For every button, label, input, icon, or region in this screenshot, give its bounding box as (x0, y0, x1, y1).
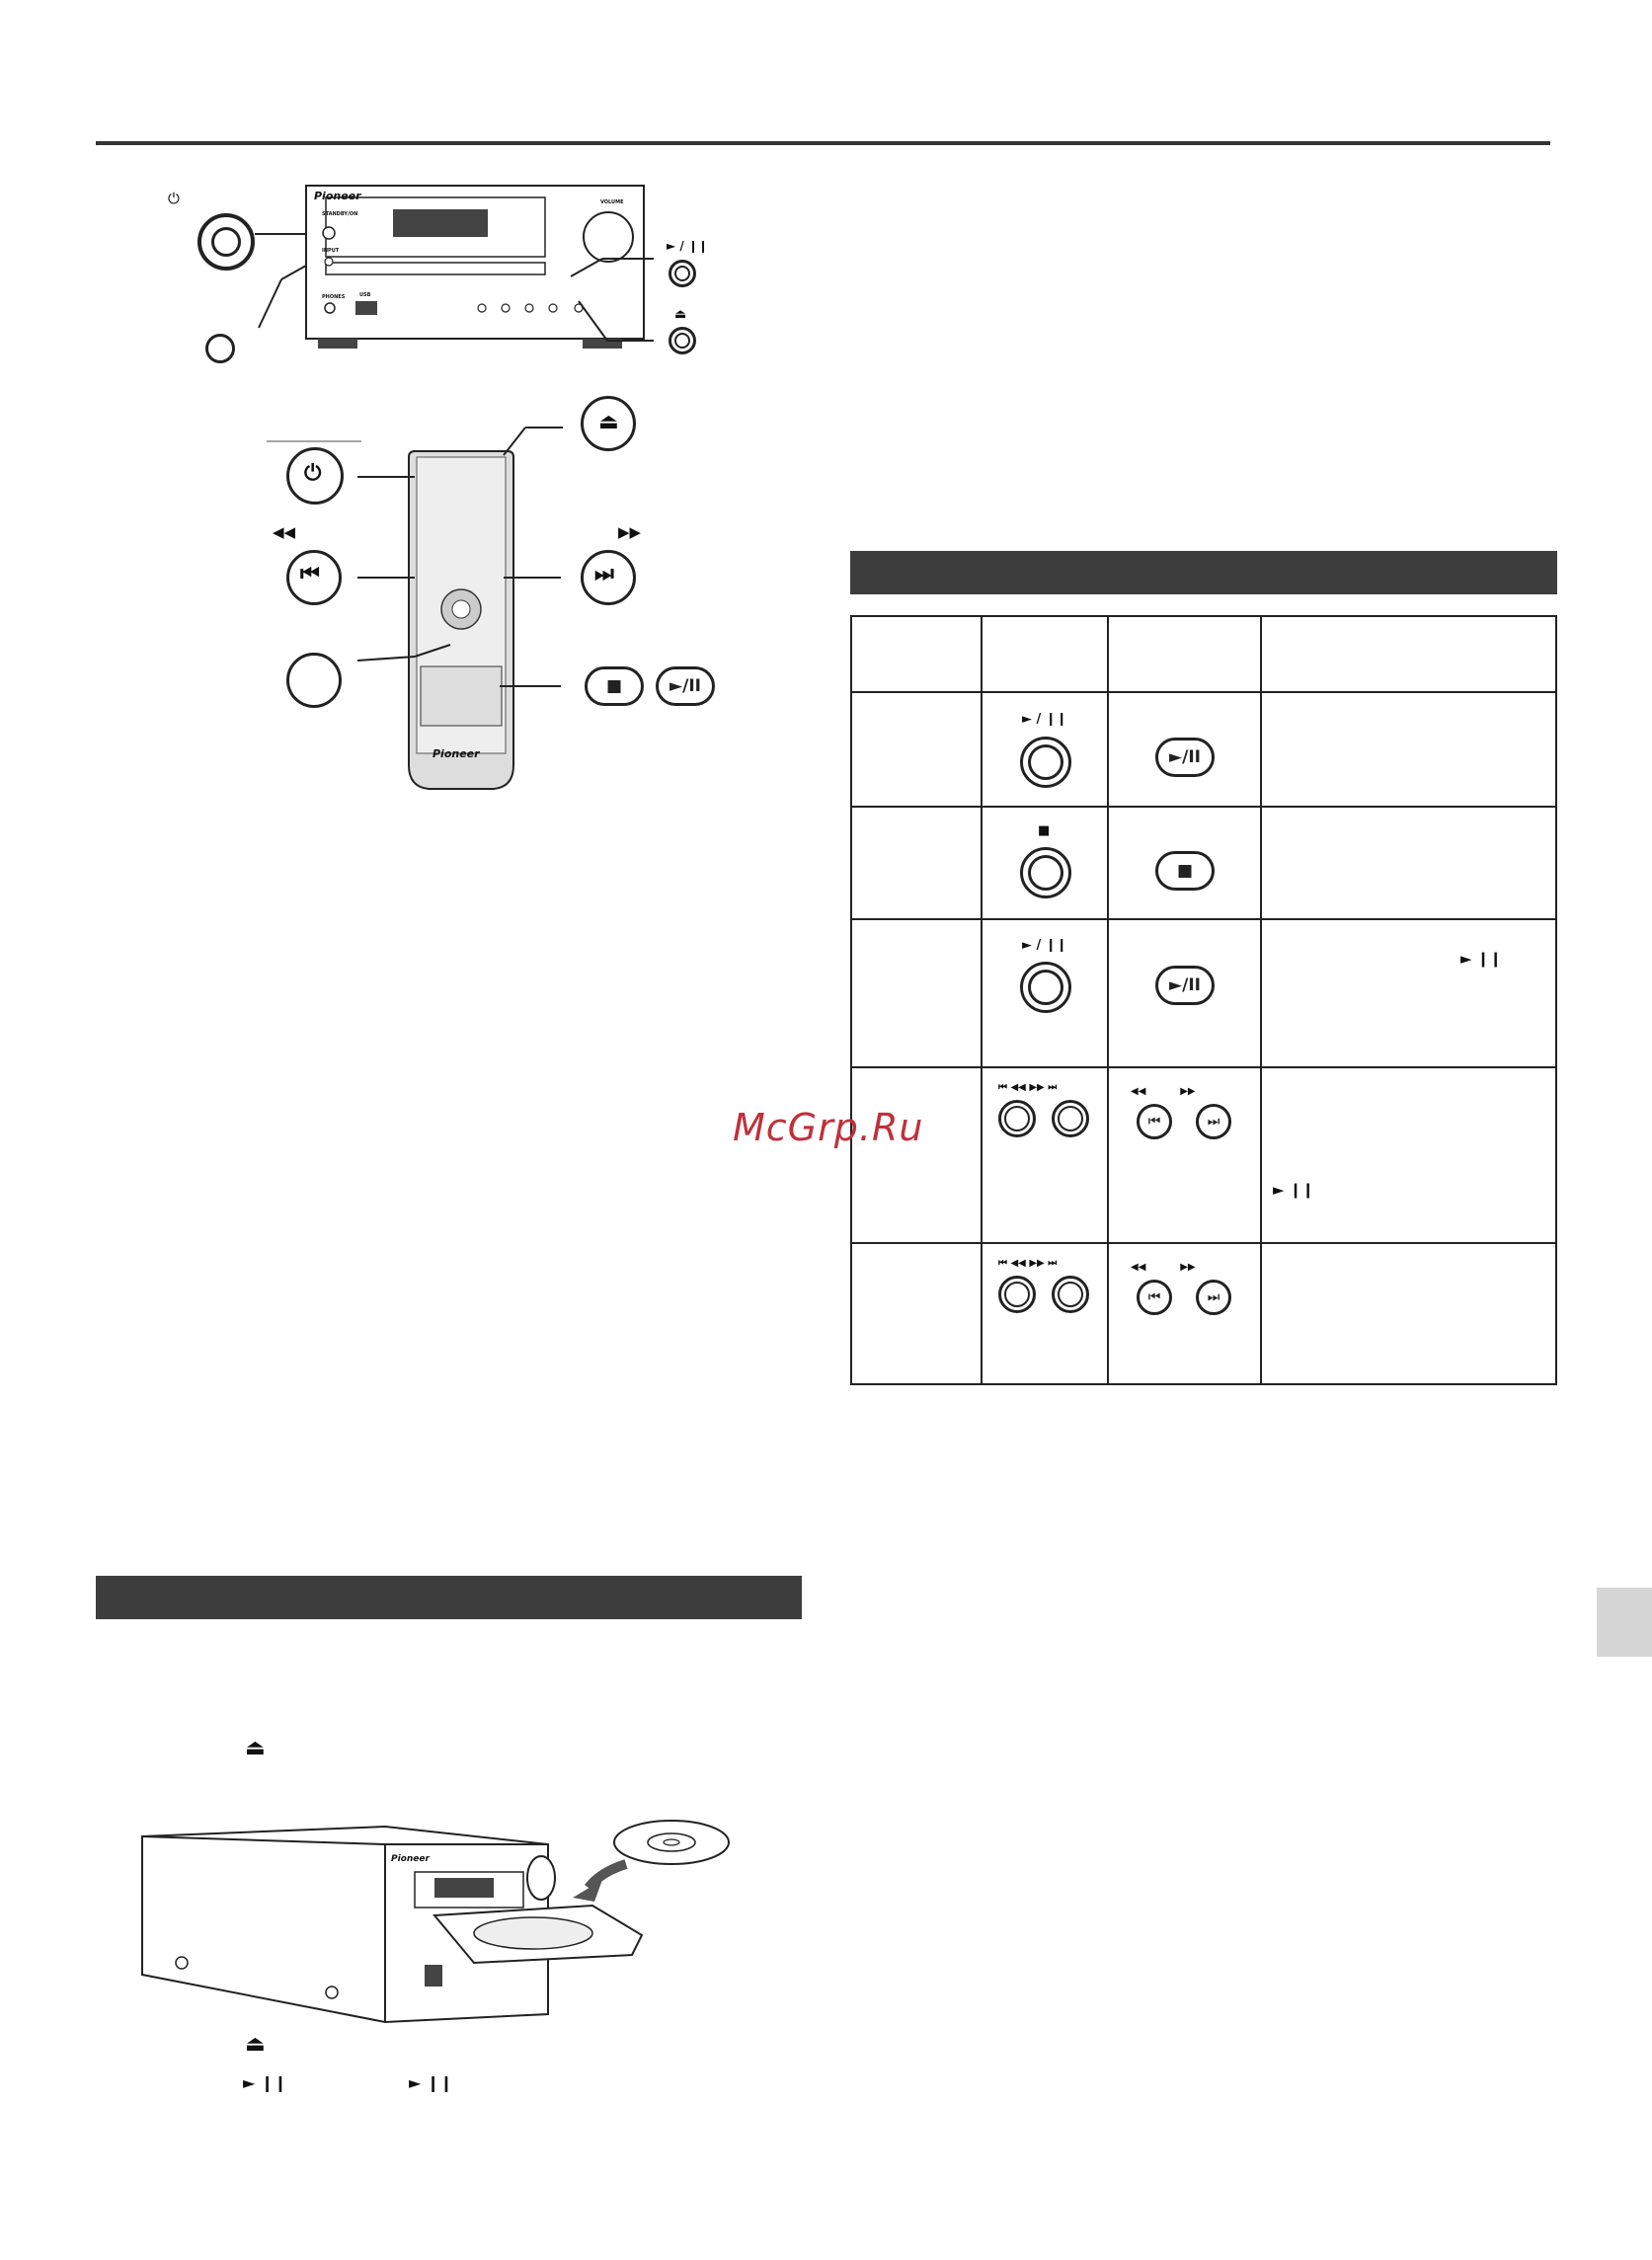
unit-button-label: ⏮ ◀◀ ▶▶ ⏭ (998, 1258, 1058, 1269)
unit-button-label: ► / ❙❙ (1022, 712, 1067, 727)
disc-loading-drawing (138, 1817, 731, 2024)
remote-illustration (267, 390, 721, 795)
note-symbol: ► ❙❙ (1460, 950, 1502, 968)
table-row (852, 1244, 1555, 1385)
unit-prev-button-icon-inner (1004, 1282, 1030, 1307)
side-tab (1597, 1588, 1652, 1657)
remote-stop-icon: ■ (605, 676, 623, 696)
remote-next-icon: ⏭ (594, 562, 614, 586)
disc-unit-brand-logo: Pioneer (391, 1854, 430, 1864)
remote-eject-icon: ⏏ (598, 410, 619, 434)
remote-blank-callout (286, 653, 342, 708)
remote-button-icon: ■ (1155, 851, 1215, 891)
remote-prev-icon: ⏮ (300, 562, 320, 586)
remote-next-label: ▶▶ (618, 523, 642, 541)
power-icon: ⏻ (168, 190, 180, 207)
step3-play-pause-b: ► ❙❙ (409, 2073, 453, 2092)
table-row (852, 693, 1555, 806)
usb-label: USB (359, 292, 371, 298)
remote-button-icon: ►/II (1155, 738, 1215, 777)
unit-prev-button-icon-inner (1004, 1106, 1030, 1131)
unit-lines (148, 178, 721, 375)
remote-power-icon: ⏻ (304, 461, 322, 486)
operation-table (850, 615, 1557, 1385)
eject-button-callout-inner (674, 333, 690, 349)
table-row (852, 808, 1555, 918)
remote-stop-callout (585, 666, 644, 706)
remote-prev-button-icon: ⏮ (1137, 1104, 1172, 1139)
remote-prev-button-icon: ⏮ (1137, 1280, 1172, 1315)
remote-play-pause-icon: ►/II (669, 676, 701, 696)
unit-button-icon-inner (1028, 855, 1063, 891)
unit-illustration (148, 178, 721, 375)
unit-button-icon-inner (1028, 970, 1063, 1005)
table-row (852, 920, 1555, 1066)
step3-play-pause-a: ► ❙❙ (243, 2073, 287, 2092)
step2-eject-icon: ⏏ (245, 2032, 266, 2057)
remote-next-button-icon: ⏭ (1196, 1280, 1231, 1315)
top-rule (96, 141, 1550, 145)
watermark: McGrp.Ru (733, 1106, 924, 1149)
remote-play-pause-callout (656, 666, 715, 706)
remote-button-label: ◀◀ ▶▶ (1131, 1086, 1196, 1097)
step1-eject-icon: ⏏ (245, 1736, 266, 1760)
remote-brand-logo: Pioneer (433, 747, 480, 760)
remote-next-button-icon: ⏭ (1196, 1104, 1231, 1139)
unit-next-button-icon-inner (1058, 1106, 1083, 1131)
remote-prev-label: ◀◀ (273, 523, 296, 541)
eject-icon: ⏏ (674, 307, 687, 322)
input-label: INPUT (322, 248, 340, 254)
remote-button-icon: ►/II (1155, 966, 1215, 1005)
section-bar-right (850, 551, 1557, 594)
play-pause-label: ► / ❙❙ (667, 239, 709, 253)
note-symbol: ► ❙❙ (1273, 1181, 1314, 1199)
phones-label: PHONES (322, 294, 346, 300)
unit-button-label: ► / ❙❙ (1022, 938, 1067, 953)
volume-label: VOLUME (600, 199, 624, 205)
unit-next-button-icon-inner (1058, 1282, 1083, 1307)
unit-button-icon-inner (1028, 744, 1063, 780)
table-row (852, 1068, 1555, 1242)
standby-label: STANDBY/ON (322, 211, 358, 217)
unit-button-label: ■ (1038, 823, 1051, 838)
play-pause-button-callout-inner (674, 266, 690, 281)
remote-button-label: ◀◀ ▶▶ (1131, 1262, 1196, 1273)
brand-logo: Pioneer (314, 190, 361, 202)
section-bar-left (96, 1576, 802, 1619)
unit-button-label: ⏮ ◀◀ ▶▶ ⏭ (998, 1082, 1058, 1093)
disc-loading-illustration (138, 1817, 731, 2024)
